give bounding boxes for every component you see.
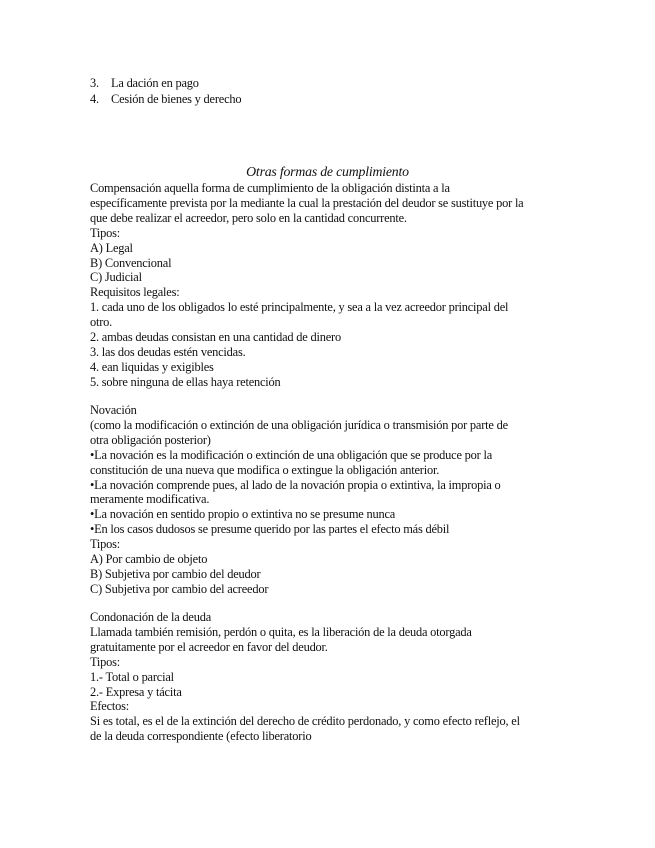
- paragraph-line: •En los casos dudosos se presume querido por las partes el efecto más débil: [90, 522, 450, 537]
- paragraph-line: Si es total, es el de la extinción del derecho de crédito perdonado, y como efecto reflejo, el: [90, 714, 520, 729]
- numbered-list: [90, 76, 241, 107]
- list-item-text: La dación en pago: [111, 76, 199, 90]
- paragraph-line: 5. sobre ninguna de ellas haya retención: [90, 374, 281, 389]
- paragraph-line: 3. las dos deudas estén vencidas.: [90, 344, 246, 359]
- paragraph-line: Llamada también remisión, perdón o quita, es la liberación de la deuda otorgada: [90, 624, 472, 639]
- paragraph-line: 1.- Total o parcial: [90, 669, 174, 684]
- list-item: [90, 76, 241, 92]
- list-item: [90, 92, 241, 108]
- paragraph-line: Tipos:: [90, 225, 121, 240]
- paragraph-line: Tipos:: [90, 654, 121, 669]
- paragraph-line: meramente modificativa.: [90, 492, 210, 507]
- paragraph-line: A) Por cambio de objeto: [90, 552, 208, 567]
- paragraph-line: gratuitamente por el acreedor en favor del deudor.: [90, 639, 328, 654]
- paragraph-line: (como la modificación o extinción de una obligación jurídica o transmisión por parte de: [90, 417, 508, 432]
- paragraph-line: Novación: [90, 403, 137, 417]
- paragraph-line: de la deuda correspondiente (efecto liberatorio: [90, 729, 312, 744]
- paragraph-line: específicamente prevista por la mediante la cual la prestación del deudor se sustituye por la: [90, 195, 524, 210]
- paragraph-line: C) Judicial: [90, 270, 142, 285]
- paragraph-line: Requisitos legales:: [90, 285, 180, 300]
- paragraph-line: que debe realizar el acreedor, pero solo en la cantidad concurrente.: [90, 210, 407, 225]
- paragraph-line: •La novación en sentido propio o extintiva no se presume nunca: [90, 507, 396, 522]
- paragraph-line: Efectos:: [90, 699, 129, 714]
- list-item-text: Cesión de bienes y derecho: [111, 91, 242, 106]
- paragraph-line: •La novación es la modificación o extinción de una obligación que se produce por la: [90, 447, 492, 462]
- novacion-section: [90, 403, 565, 597]
- paragraph-line: 4. ean liquidas y exigibles: [90, 359, 214, 374]
- condonacion-section: [90, 610, 565, 744]
- paragraph-line: •La novación comprende pues, al lado de la novación propia o extintiva, la impropia o: [90, 477, 501, 492]
- paragraph-line: constitución de una nueva que modifica o extingue la obligación anterior.: [90, 462, 440, 477]
- paragraph-line: 2. ambas deudas consistan en una cantidad de dinero: [90, 330, 341, 345]
- paragraph-line: otra obligación posterior): [90, 432, 211, 447]
- paragraph-line: B) Subjetiva por cambio del deudor: [90, 566, 261, 581]
- paragraph-line: Tipos:: [90, 537, 121, 552]
- section-heading: Otras formas de cumplimiento: [246, 164, 409, 179]
- list-item-number: 3.: [90, 76, 99, 90]
- paragraph-line: 2.- Expresa y tácita: [90, 684, 182, 699]
- compensacion-section: [90, 181, 565, 390]
- paragraph-line: 1. cada uno de los obligados lo esté principalmente, y sea a la vez acreedor principal del: [90, 300, 509, 315]
- paragraph-line: C) Subjetiva por cambio del acreedor: [90, 581, 269, 596]
- paragraph-line: B) Convencional: [90, 255, 172, 270]
- paragraph-line: Compensación aquella forma de cumplimiento de la obligación distinta a la: [90, 181, 450, 195]
- paragraph-line: Condonación de la deuda: [90, 610, 211, 624]
- list-item-number: 4.: [90, 91, 99, 106]
- paragraph-line: otro.: [90, 315, 113, 330]
- paragraph-line: A) Legal: [90, 240, 133, 255]
